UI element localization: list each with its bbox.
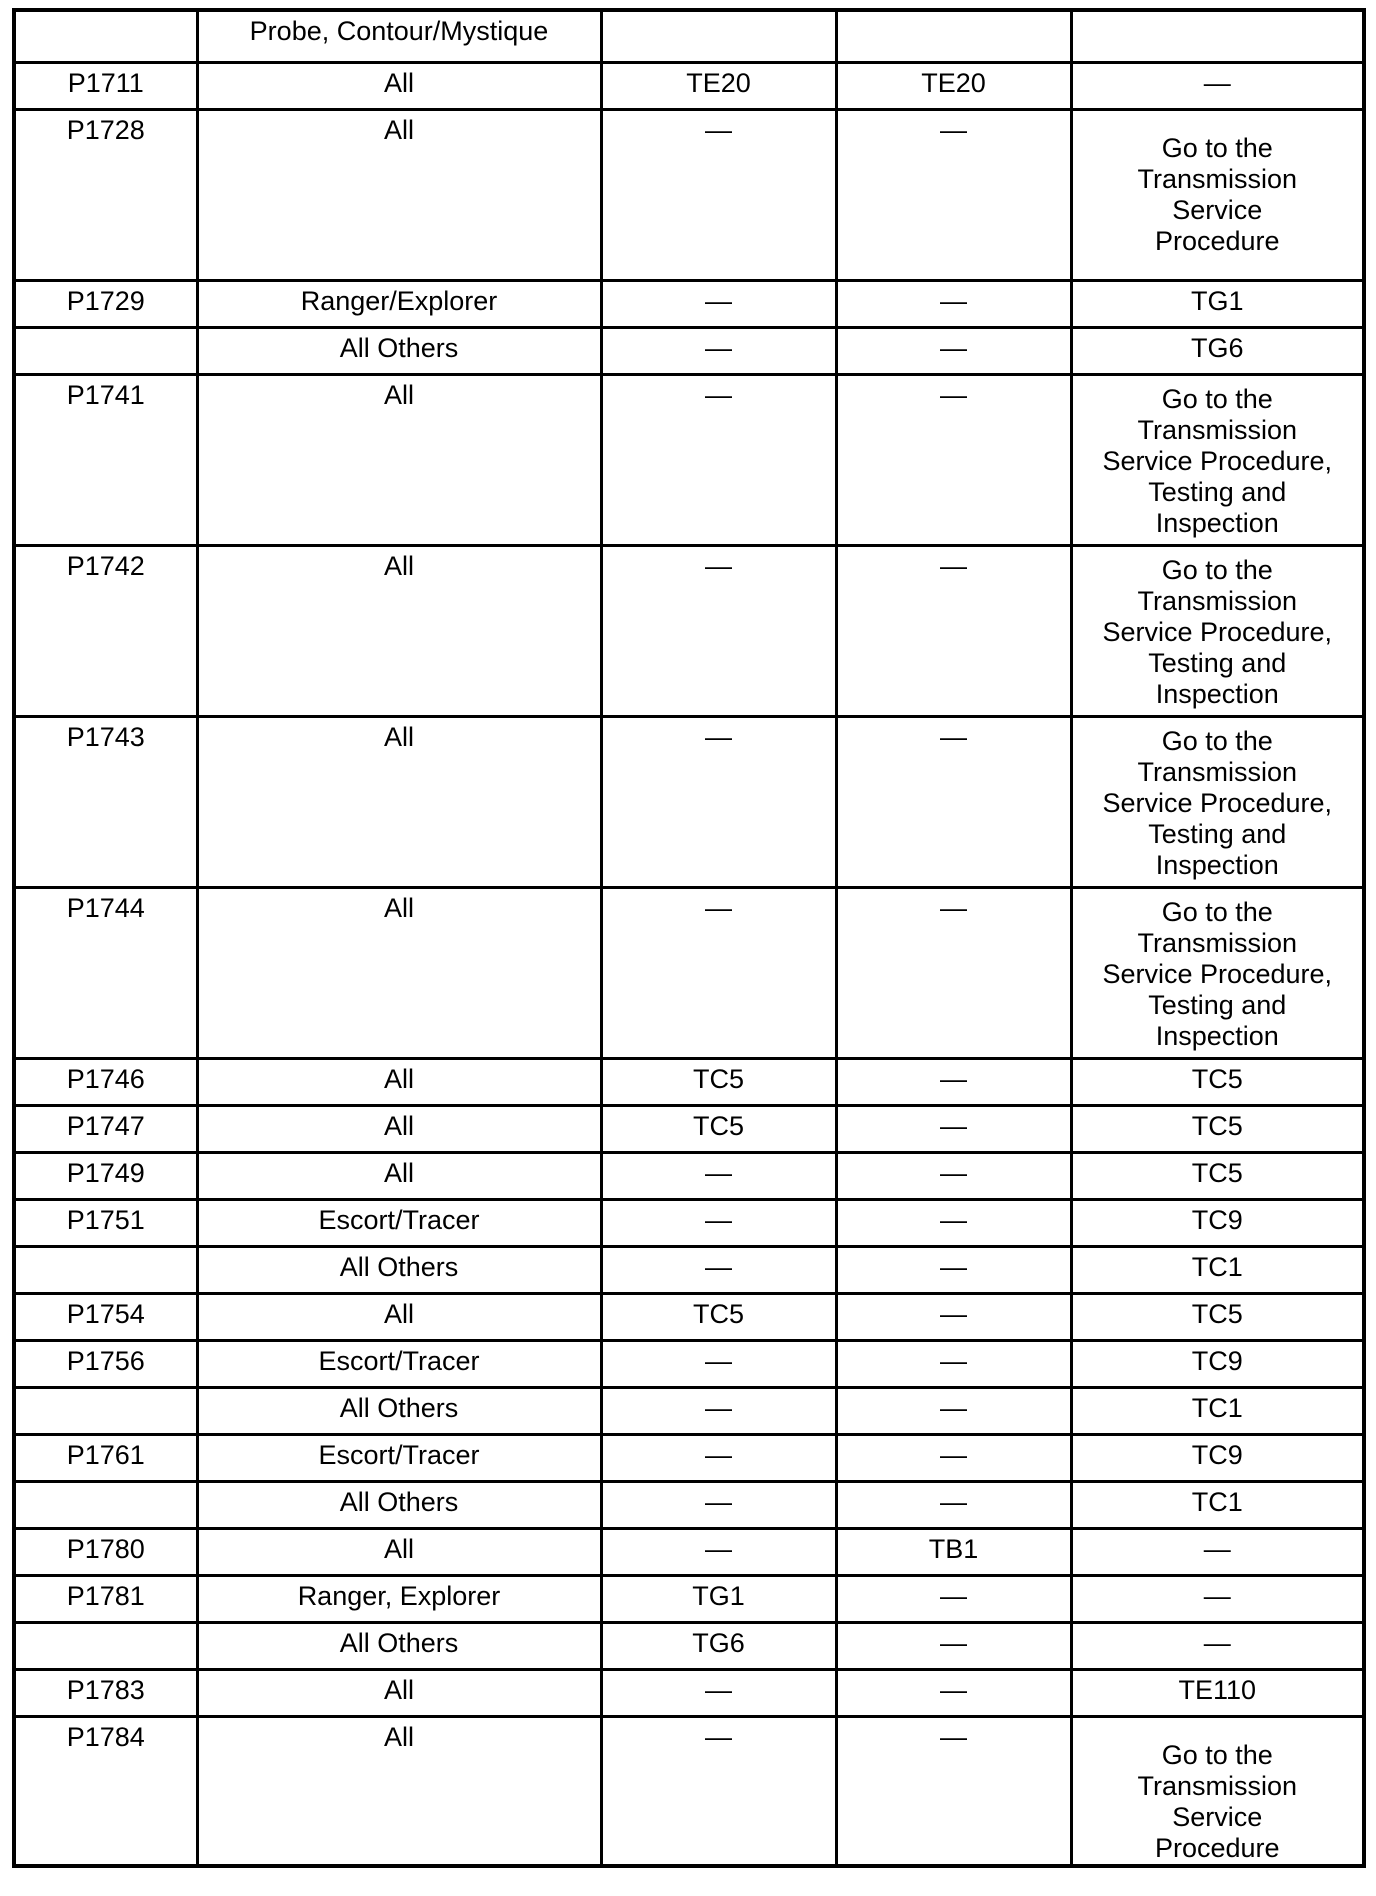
table-row [14,1341,1364,1388]
col5-cell: TC9 [1071,1435,1364,1482]
dtc-code-cell: P1756 [14,1341,197,1388]
table-row [14,1294,1364,1341]
vehicle-cell: All [197,1529,601,1576]
col4-cell: — [836,375,1071,546]
dtc-table [12,8,1366,1868]
table-row [14,1717,1364,1867]
dtc-code-cell: P1784 [14,1717,197,1867]
col3-cell: — [601,1388,836,1435]
col4-cell: — [836,717,1071,888]
col3-cell: — [601,110,836,281]
col5-cell: — [1071,1576,1364,1623]
col4-cell: — [836,1106,1071,1153]
dtc-code-cell: P1749 [14,1153,197,1200]
dtc-code-cell [14,1482,197,1529]
col5-cell: TC1 [1071,1388,1364,1435]
col4-cell: — [836,888,1071,1059]
vehicle-cell: Escort/Tracer [197,1341,601,1388]
vehicle-cell: All [197,110,601,281]
vehicle-cell: Escort/Tracer [197,1200,601,1247]
table-row [14,375,1364,546]
vehicle-cell: All [197,1717,601,1867]
col3-cell: — [601,375,836,546]
col5-cell: TC5 [1071,1294,1364,1341]
table-row [14,1576,1364,1623]
vehicle-cell: All Others [197,1623,601,1670]
header-cell: Probe, Contour/Mystique [197,10,601,63]
col4-cell: — [836,1623,1071,1670]
col4-cell: — [836,1059,1071,1106]
vehicle-cell: All Others [197,1482,601,1529]
vehicle-cell: All [197,1294,601,1341]
col5-cell: Go to the Transmission Service Procedure [1071,1717,1364,1867]
table-row [14,1106,1364,1153]
col5-cell: Go to the Transmission Service Procedure, Testing and Inspection [1071,546,1364,717]
col4-cell: — [836,1294,1071,1341]
vehicle-cell: All Others [197,1247,601,1294]
table-row [14,1623,1364,1670]
col3-cell: — [601,1670,836,1717]
col3-cell: — [601,281,836,328]
dtc-code-cell [14,1388,197,1435]
vehicle-cell: All [197,1670,601,1717]
col3-cell: — [601,888,836,1059]
col5-cell: Go to the Transmission Service Procedure, Testing and Inspection [1071,888,1364,1059]
col3-cell: — [601,546,836,717]
col5-cell: Go to the Transmission Service Procedure, Testing and Inspection [1071,717,1364,888]
col5-cell: TC9 [1071,1200,1364,1247]
col3-cell: TC5 [601,1294,836,1341]
header-cell [14,10,197,63]
dtc-code-cell: P1761 [14,1435,197,1482]
col5-cell: TC5 [1071,1153,1364,1200]
col4-cell: — [836,1717,1071,1867]
dtc-code-cell: P1751 [14,1200,197,1247]
table-row [14,888,1364,1059]
col3-cell: TC5 [601,1106,836,1153]
table-row [14,281,1364,328]
vehicle-cell: All [197,1106,601,1153]
col5-cell: Go to the Transmission Service Procedure, Testing and Inspection [1071,375,1364,546]
dtc-code-cell: P1754 [14,1294,197,1341]
col4-cell: — [836,1200,1071,1247]
table-row [14,1247,1364,1294]
col3-cell: TG6 [601,1623,836,1670]
dtc-code-cell [14,1247,197,1294]
col3-cell: — [601,1482,836,1529]
dtc-code-cell: P1746 [14,1059,197,1106]
table-row [14,1482,1364,1529]
vehicle-cell: All Others [197,328,601,375]
col3-cell: TE20 [601,63,836,110]
table-row [14,1529,1364,1576]
vehicle-cell: Ranger/Explorer [197,281,601,328]
table-row [14,110,1364,281]
col3-cell: — [601,1341,836,1388]
col3-cell: — [601,1717,836,1867]
col5-cell: TC1 [1071,1247,1364,1294]
header-cell [836,10,1071,63]
col3-cell: — [601,1247,836,1294]
col5-cell: — [1071,1623,1364,1670]
col4-cell: TE20 [836,63,1071,110]
table-row [14,1435,1364,1482]
col4-cell: TB1 [836,1529,1071,1576]
table-header-row [14,10,1364,63]
col4-cell: — [836,1435,1071,1482]
table-row [14,1200,1364,1247]
col4-cell: — [836,1341,1071,1388]
vehicle-cell: All [197,717,601,888]
col5-cell: Go to the Transmission Service Procedure [1071,110,1364,281]
col3-cell: — [601,328,836,375]
col5-cell: TG1 [1071,281,1364,328]
col5-cell: TC5 [1071,1106,1364,1153]
col5-cell: TC1 [1071,1482,1364,1529]
col5-cell: TE110 [1071,1670,1364,1717]
col4-cell: — [836,110,1071,281]
table-row [14,63,1364,110]
vehicle-cell: Ranger, Explorer [197,1576,601,1623]
vehicle-cell: All [197,375,601,546]
col4-cell: — [836,328,1071,375]
col5-cell: — [1071,1529,1364,1576]
dtc-code-cell: P1783 [14,1670,197,1717]
col4-cell: — [836,1670,1071,1717]
dtc-code-cell: P1747 [14,1106,197,1153]
dtc-code-cell: P1742 [14,546,197,717]
dtc-code-cell [14,328,197,375]
dtc-code-cell: P1744 [14,888,197,1059]
col3-cell: TG1 [601,1576,836,1623]
dtc-code-cell: P1728 [14,110,197,281]
col3-cell: — [601,1435,836,1482]
dtc-code-cell: P1729 [14,281,197,328]
header-cell [601,10,836,63]
col3-cell: — [601,1200,836,1247]
vehicle-cell: Escort/Tracer [197,1435,601,1482]
vehicle-cell: All [197,888,601,1059]
col4-cell: — [836,1388,1071,1435]
dtc-code-cell: P1741 [14,375,197,546]
table-row [14,1059,1364,1106]
vehicle-cell: All [197,546,601,717]
dtc-code-cell [14,1623,197,1670]
header-cell [1071,10,1364,63]
dtc-code-cell: P1780 [14,1529,197,1576]
col5-cell: TC9 [1071,1341,1364,1388]
col4-cell: — [836,1247,1071,1294]
vehicle-cell: All [197,1153,601,1200]
table-row [14,717,1364,888]
vehicle-cell: All Others [197,1388,601,1435]
dtc-code-cell: P1781 [14,1576,197,1623]
col5-cell: — [1071,63,1364,110]
dtc-reference-table-page [12,8,1362,1868]
col4-cell: — [836,281,1071,328]
table-row [14,1388,1364,1435]
col3-cell: TC5 [601,1059,836,1106]
table-row [14,328,1364,375]
table-row [14,1153,1364,1200]
vehicle-cell: All [197,1059,601,1106]
table-row [14,546,1364,717]
dtc-code-cell: P1743 [14,717,197,888]
col3-cell: — [601,1153,836,1200]
col4-cell: — [836,1576,1071,1623]
col5-cell: TG6 [1071,328,1364,375]
dtc-code-cell: P1711 [14,63,197,110]
vehicle-cell: All [197,63,601,110]
col3-cell: — [601,1529,836,1576]
col4-cell: — [836,1482,1071,1529]
col4-cell: — [836,1153,1071,1200]
table-row [14,1670,1364,1717]
col4-cell: — [836,546,1071,717]
col5-cell: TC5 [1071,1059,1364,1106]
col3-cell: — [601,717,836,888]
